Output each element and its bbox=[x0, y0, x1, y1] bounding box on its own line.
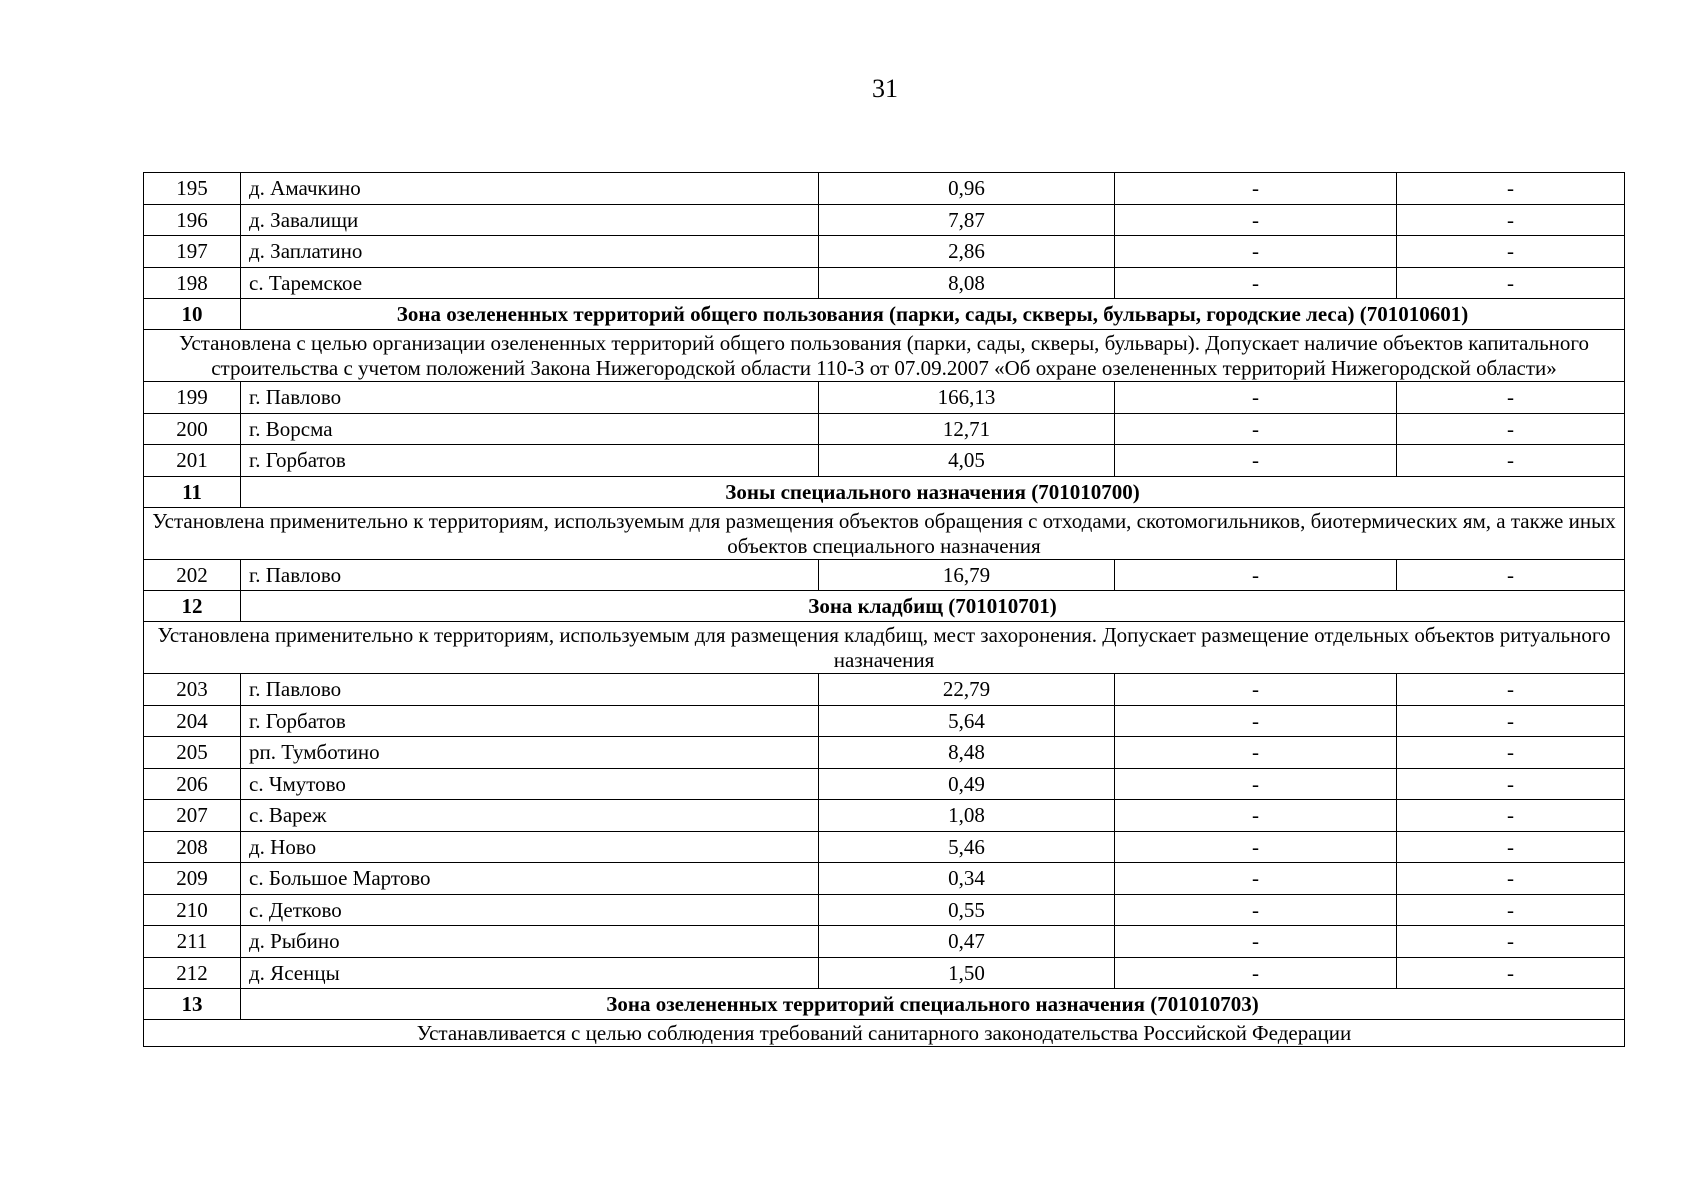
area-value: 1,08 bbox=[819, 800, 1115, 832]
area-value: 0,55 bbox=[819, 894, 1115, 926]
column-5-value: - bbox=[1397, 267, 1625, 299]
settlement-name: д. Амачкино bbox=[241, 173, 819, 205]
column-5-value: - bbox=[1397, 382, 1625, 414]
zone-description: Устанавливается с целью соблюдения требований санитарного законодательства Российской Федерации bbox=[144, 1020, 1625, 1047]
table-row bbox=[144, 559, 1625, 591]
column-4-value: - bbox=[1115, 559, 1397, 591]
column-4-value: - bbox=[1115, 926, 1397, 958]
table-row bbox=[144, 173, 1625, 205]
zone-title: Зоны специального назначения (701010700) bbox=[241, 476, 1625, 507]
table-row bbox=[144, 800, 1625, 832]
area-value: 2,86 bbox=[819, 236, 1115, 268]
table-row bbox=[144, 445, 1625, 477]
column-5-value: - bbox=[1397, 737, 1625, 769]
column-4-value: - bbox=[1115, 267, 1397, 299]
column-4-value: - bbox=[1115, 737, 1397, 769]
table-row bbox=[144, 236, 1625, 268]
column-5-value: - bbox=[1397, 413, 1625, 445]
row-number: 206 bbox=[144, 768, 241, 800]
zone-title: Зона кладбищ (701010701) bbox=[241, 591, 1625, 622]
row-number: 200 bbox=[144, 413, 241, 445]
column-4-value: - bbox=[1115, 894, 1397, 926]
column-4-value: - bbox=[1115, 800, 1397, 832]
row-number: 207 bbox=[144, 800, 241, 832]
column-5-value: - bbox=[1397, 800, 1625, 832]
table-row bbox=[144, 267, 1625, 299]
area-value: 8,08 bbox=[819, 267, 1115, 299]
settlement-name: рп. Тумботино bbox=[241, 737, 819, 769]
settlement-name: с. Детково bbox=[241, 894, 819, 926]
table-row bbox=[144, 894, 1625, 926]
area-value: 12,71 bbox=[819, 413, 1115, 445]
zone-header-row bbox=[144, 299, 1625, 330]
column-5-value: - bbox=[1397, 926, 1625, 958]
area-value: 8,48 bbox=[819, 737, 1115, 769]
row-number: 212 bbox=[144, 957, 241, 989]
table-row bbox=[144, 674, 1625, 706]
table-body bbox=[144, 173, 1625, 1047]
settlement-name: г. Ворсма bbox=[241, 413, 819, 445]
area-value: 0,96 bbox=[819, 173, 1115, 205]
zone-header-row bbox=[144, 476, 1625, 507]
settlement-name: г. Горбатов bbox=[241, 705, 819, 737]
table-row bbox=[144, 382, 1625, 414]
area-value: 7,87 bbox=[819, 204, 1115, 236]
column-4-value: - bbox=[1115, 236, 1397, 268]
area-value: 5,64 bbox=[819, 705, 1115, 737]
zone-description-row bbox=[144, 1020, 1625, 1047]
zone-title: Зона озелененных территорий общего пользования (парки, сады, скверы, бульвары, городские леса) (701010601) bbox=[241, 299, 1625, 330]
zone-description: Установлена с целью организации озелененных территорий общего пользования (парки, сады, скверы, бульвары). Допускает наличие объектов капитального строительства с учетом положений Закона Нижегородской области 110-З от 07.09.2007 «Об охране озелененных территорий Нижегородской области» bbox=[144, 330, 1625, 382]
row-number: 198 bbox=[144, 267, 241, 299]
settlement-name: г. Павлово bbox=[241, 382, 819, 414]
table-row bbox=[144, 204, 1625, 236]
settlement-name: с. Вареж bbox=[241, 800, 819, 832]
area-value: 5,46 bbox=[819, 831, 1115, 863]
column-5-value: - bbox=[1397, 957, 1625, 989]
column-5-value: - bbox=[1397, 768, 1625, 800]
row-number: 202 bbox=[144, 559, 241, 591]
page-number: 31 bbox=[872, 74, 898, 103]
area-value: 0,47 bbox=[819, 926, 1115, 958]
column-5-value: - bbox=[1397, 236, 1625, 268]
column-5-value: - bbox=[1397, 559, 1625, 591]
row-number: 205 bbox=[144, 737, 241, 769]
zone-number: 11 bbox=[144, 476, 241, 507]
table-row bbox=[144, 831, 1625, 863]
column-5-value: - bbox=[1397, 705, 1625, 737]
settlement-name: д. Ново bbox=[241, 831, 819, 863]
column-4-value: - bbox=[1115, 863, 1397, 895]
zone-number: 10 bbox=[144, 299, 241, 330]
settlement-name: с. Таремское bbox=[241, 267, 819, 299]
column-5-value: - bbox=[1397, 445, 1625, 477]
area-value: 1,50 bbox=[819, 957, 1115, 989]
row-number: 195 bbox=[144, 173, 241, 205]
row-number: 209 bbox=[144, 863, 241, 895]
zone-header-row bbox=[144, 591, 1625, 622]
row-number: 201 bbox=[144, 445, 241, 477]
row-number: 204 bbox=[144, 705, 241, 737]
zone-description-row bbox=[144, 507, 1625, 559]
area-value: 4,05 bbox=[819, 445, 1115, 477]
settlement-name: д. Завалищи bbox=[241, 204, 819, 236]
settlement-name: с. Чмутово bbox=[241, 768, 819, 800]
column-4-value: - bbox=[1115, 768, 1397, 800]
settlement-name: с. Большое Мартово bbox=[241, 863, 819, 895]
settlement-name: г. Горбатов bbox=[241, 445, 819, 477]
column-4-value: - bbox=[1115, 204, 1397, 236]
settlement-name: д. Ясенцы bbox=[241, 957, 819, 989]
column-4-value: - bbox=[1115, 831, 1397, 863]
settlement-name: д. Рыбино bbox=[241, 926, 819, 958]
zone-title: Зона озелененных территорий специального назначения (701010703) bbox=[241, 989, 1625, 1020]
settlement-name: д. Заплатино bbox=[241, 236, 819, 268]
table-row bbox=[144, 957, 1625, 989]
area-value: 166,13 bbox=[819, 382, 1115, 414]
row-number: 199 bbox=[144, 382, 241, 414]
row-number: 203 bbox=[144, 674, 241, 706]
row-number: 197 bbox=[144, 236, 241, 268]
row-number: 210 bbox=[144, 894, 241, 926]
column-5-value: - bbox=[1397, 894, 1625, 926]
zone-description-row bbox=[144, 330, 1625, 382]
column-4-value: - bbox=[1115, 705, 1397, 737]
column-5-value: - bbox=[1397, 831, 1625, 863]
column-4-value: - bbox=[1115, 382, 1397, 414]
table-row bbox=[144, 737, 1625, 769]
table-row bbox=[144, 768, 1625, 800]
row-number: 208 bbox=[144, 831, 241, 863]
zones-table bbox=[143, 172, 1625, 1047]
zone-description: Установлена применительно к территориям, используемым для размещения кладбищ, мест захоронения. Допускает размещение отдельных объектов ритуального назначения bbox=[144, 622, 1625, 674]
area-value: 0,49 bbox=[819, 768, 1115, 800]
zone-number: 13 bbox=[144, 989, 241, 1020]
column-5-value: - bbox=[1397, 863, 1625, 895]
row-number: 211 bbox=[144, 926, 241, 958]
column-4-value: - bbox=[1115, 957, 1397, 989]
column-4-value: - bbox=[1115, 445, 1397, 477]
row-number: 196 bbox=[144, 204, 241, 236]
table-row bbox=[144, 863, 1625, 895]
column-5-value: - bbox=[1397, 674, 1625, 706]
area-value: 0,34 bbox=[819, 863, 1115, 895]
area-value: 22,79 bbox=[819, 674, 1115, 706]
column-5-value: - bbox=[1397, 173, 1625, 205]
zone-description: Установлена применительно к территориям, используемым для размещения объектов обращения с отходами, скотомогильников, биотермических ям, а также иных объектов специального назначения bbox=[144, 507, 1625, 559]
column-4-value: - bbox=[1115, 413, 1397, 445]
column-5-value: - bbox=[1397, 204, 1625, 236]
settlement-name: г. Павлово bbox=[241, 674, 819, 706]
table-row bbox=[144, 705, 1625, 737]
zone-number: 12 bbox=[144, 591, 241, 622]
zone-description-row bbox=[144, 622, 1625, 674]
zone-header-row bbox=[144, 989, 1625, 1020]
table-row bbox=[144, 413, 1625, 445]
settlement-name: г. Павлово bbox=[241, 559, 819, 591]
area-value: 16,79 bbox=[819, 559, 1115, 591]
table-row bbox=[144, 926, 1625, 958]
column-4-value: - bbox=[1115, 173, 1397, 205]
column-4-value: - bbox=[1115, 674, 1397, 706]
